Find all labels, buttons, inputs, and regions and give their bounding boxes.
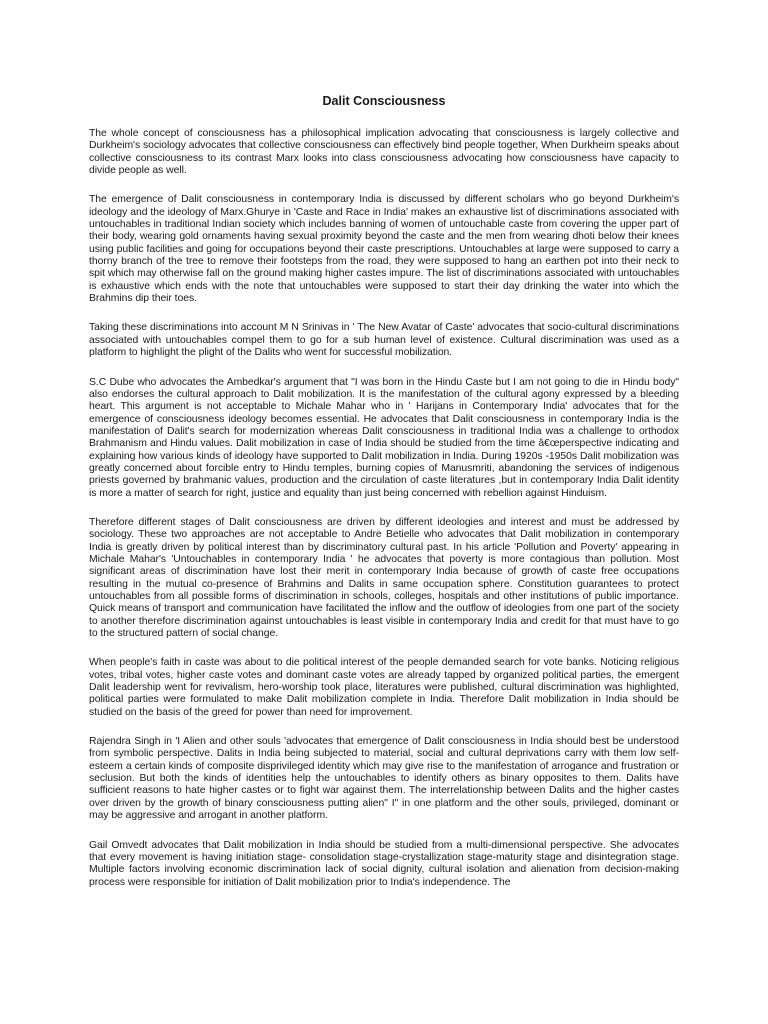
paragraph-betielle: Therefore different stages of Dalit consciousness are driven by different ideologies and interest and must be addressed by sociology. These two approaches are not acceptable to Andre Betielle who advocates that Dalit mobilization in contemporary India is greatly driven by political interest than by discriminatory cultural past. In his article 'Pollution and Poverty' appearing in Michale Mahar's 'Untouchables in contemporary India ' he advocates that poverty is more contagious than pollution. Most significant areas of discrimination have lost their merit in contemporary India because of growth of caste free occupations resulting in the mutual co-presence of Brahmins and Dalits in same occupation sphere. Constitution guarantees to protect untouchables from all possible forms of discrimination in schools, colleges, hospitals and other institutions of public importance. Quick means of transport and communication have facilitated the inflow and the outflow of ideologies from one part of the society to another therefore discrimination against untouchables is least visible in contemporary India and credit for that must have to go to the structured pattern of social change. (89, 516, 679, 640)
paragraph-emergence: The emergence of Dalit consciousness in contemporary India is discussed by different scholars who go beyond Durkheim's ideology and the ideology of Marx.Ghurye in 'Caste and Race in India' makes an exhaustive list of discriminations associated with untouchables in traditional Indian society which includes banning of women of untouchable caste from covering the upper part of their body, wearing gold ornaments having sexual proximity beyond the caste and the men from wearing dhoti below their knees using public facilities and going for occupations beyond their caste prescriptions. Untouchables at large were supposed to carry a thorny branch of the tree to remove their footsteps from the road, they were supposed to hang an earthen pot into their neck to spit which may otherwise fall on the ground making higher castes impure. The list of discriminations associated with untouchables is exhaustive which ends with the note that untouchables were supposed to start their day drinking the water into which the Brahmins dip their toes. (89, 194, 679, 305)
document-page (89, 94, 679, 906)
paragraph-vote-banks: When people's faith in caste was about to die political interest of the people demanded search for vote banks. Noticing religious votes, tribal votes, higher caste votes and dominant caste votes are already tapped by organized political parties, the emergent Dalit leadership went for revivalism, hero-worship took place, literatures were published, cultural discrimination was highlighted, political parties were formulated to make Dalit mobilization complete in India. Therefore Dalit mobilization in India should be studied on the basis of the greed for power than need for improvement. (89, 657, 679, 718)
paragraph-srinivas: Taking these discriminations into account M N Srinivas in ' The New Avatar of Caste' advocates that socio-cultural discriminations associated with untouchables compel them to go for a sub human level of existence. Cultural discrimination was used as a platform to highlight the plight of the Dalits who went for successful mobilization. (89, 322, 679, 359)
paragraph-omvedt: Gail Omvedt advocates that Dalit mobilization in India should be studied from a multi-dimensional perspective. She advocates that every movement is having initiation stage- consolidation stage-crystallization stage-maturity stage and disintegration stage. Multiple factors involving economic discrimination lack of social dignity, cultural isolation and alienation from decision-making process were responsible for initiation of Dalit mobilization prior to India's independence. The (89, 839, 679, 888)
paragraph-rajendra-singh: Rajendra Singh in 'I Alien and other souls 'advocates that emergence of Dalit consciousness in India should best be understood from symbolic perspective. Dalits in India being subjected to material, social and cultural deprivations carry with them low self-esteem a certain kinds of composite disprivileged identity which may give rise to the manifestation of arrogance and frustration or seclusion. But both the kinds of identities help the untouchables to identify others as binary opposites to them. Dalits have sufficient reasons to hate higher castes or to fight war against them. The interrelationship between Dalits and the higher castes over driven by the growth of binary consciousness putting alien" I" in one platform and the other souls, privileged, dominant or may be aggressive and arrogant in another platform. (89, 736, 679, 822)
paragraph-intro: The whole concept of consciousness has a philosophical implication advocating that consciousness is largely collective and Durkheim's sociology advocates that collective consciousness can effectively bind people together, When Durkheim speaks about collective consciousness to its contrast Marx looks into class consciousness advocating how consciousness have capacity to divide people as well. (89, 128, 679, 177)
paragraph-dube: S.C Dube who advocates the Ambedkar's argument that "I was born in the Hindu Caste but I am not going to die in Hindu body" also endorses the cultural approach to Dalit mobilization. It is the manifestation of the cultural agony expressed by a bleeding heart. This argument is not acceptable to Michale Mahar who in ' Harijans in Contemporary India' advocates that for the emergence of consciousness ideology becomes essential. He advocates that Dalit consciousness in contemporary India is the manifestation of Dalit's search for modernization whereas Dalit consciousness in traditional India was a challenge to orthodox Brahmanism and Hindu values. Dalit mobilization in case of India should be studied from the time â€œperspective indicating and explaining how various kinds of ideology have supported to Dalit mobilization in India. During 1920s -1950s Dalit mobilization was greatly concerned about forcible entry to Hindu temples, burning copies of Manusmriti, abandoning the services of indigenous priests governed by brahmanic values, production and the circulation of caste literatures ,but in contemporary India Dalit identity is more a matter of search for right, justice and equality than just being concerned with rebellion against Hinduism. (89, 376, 679, 499)
document-title: Dalit Consciousness (322, 94, 446, 108)
